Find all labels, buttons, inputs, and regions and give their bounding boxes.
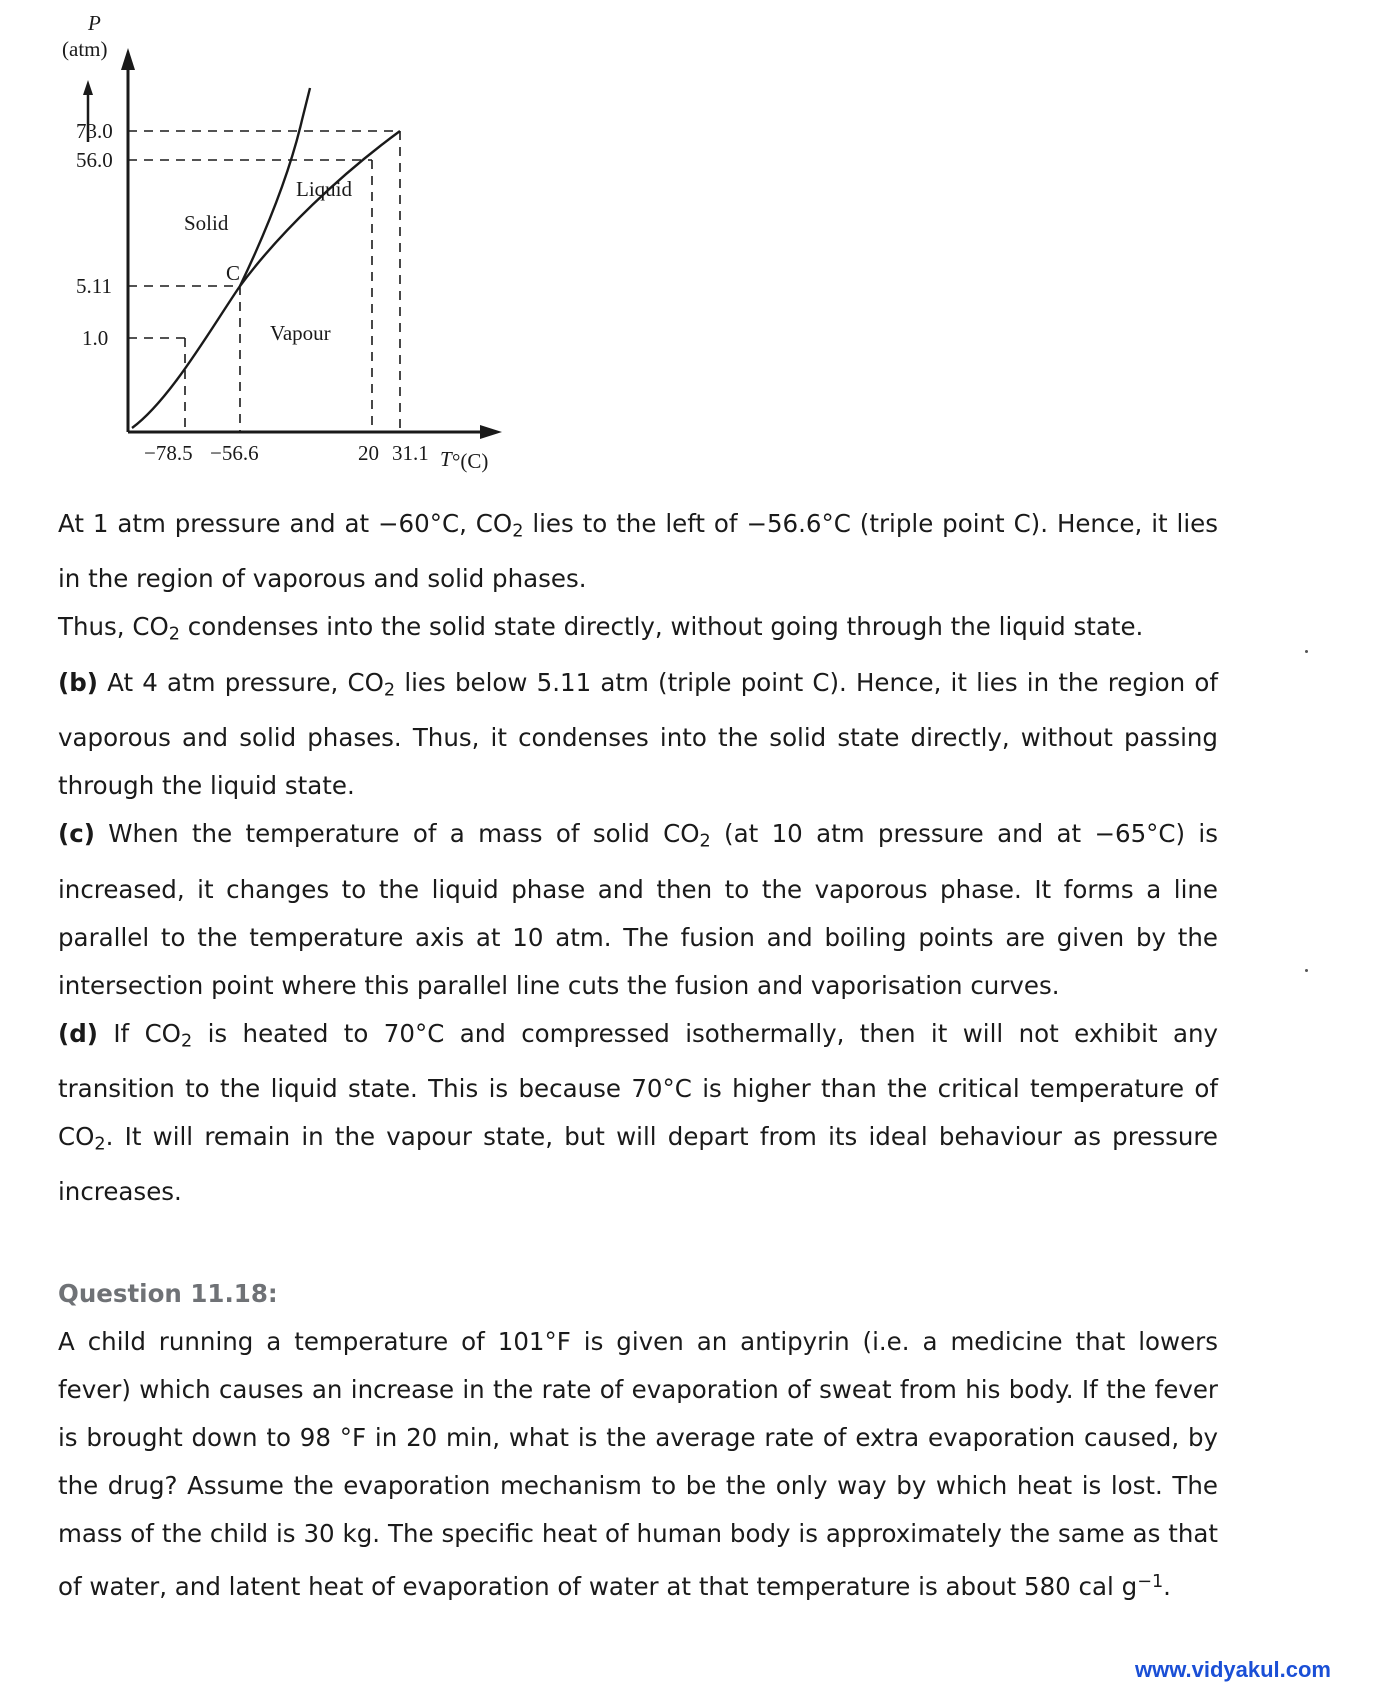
y-tick-10: 1.0	[82, 326, 109, 350]
triple-point-label-c: C	[226, 261, 241, 285]
axis-unit-celsius: °(C)	[452, 449, 489, 473]
x-tick-311: 31.1	[392, 441, 429, 465]
paragraph-b: (b) At 4 atm pressure, $CO_2$ lies below 5.11 atm (triple point C). Hence, it lies in the region of vaporous and solid phases. Thus, it condenses into the solid state directly, without passing through the liquid state.	[58, 667, 1219, 801]
document-body	[58, 500, 1218, 1611]
region-label-solid: Solid	[184, 211, 229, 235]
figure-container	[0, 0, 1375, 500]
paragraph-d: (d) If $CO_2$ is heated to 70°C and compressed isothermally, then it will not exhibit any transition to the liquid state. This is because 70°C is higher than the critical temperature of $CO_2$. It will remain in the vapour state, but will depart from its ideal behaviour as pressure increases.	[58, 1018, 1218, 1207]
paragraph-c: (c) When the temperature of a mass of solid $CO_2$ (at 10 atm pressure and at −65°C) is increased, it changes to the liquid phase and then to the vaporous phase. It forms a line parallel to the temperature axis at 10 atm. The fusion and boiling points are given by the intersection point where this parallel line cuts the fusion and vaporisation curves.	[58, 819, 1218, 1000]
x-tick-minus785: −78.5	[144, 441, 193, 465]
question-body: A child running a temperature of 101°F is given an antipyrin (i.e. a medicine that lowers fever) which causes an increase in the rate of evaporation of sweat from his body. If the fever is brought down to 98 °F in 20 min, what is the average rate of extra evaporation caused, by the drug? Assume the evaporation mechanism to be the only way by which heat is lost. The mass of the child is 30 kg. The specific heat of human body is approximately the same as that of water, and latent heat of evaporation of water at that temperature is about 580 cal $g^{-1}$.	[58, 1327, 1218, 1602]
region-label-vapour: Vapour	[270, 321, 331, 345]
co2-phase-diagram-svg	[40, 0, 560, 490]
region-label-liquid: Liquid	[296, 177, 352, 201]
label-b: (b)	[58, 667, 98, 697]
x-tick-minus566: −56.6	[210, 441, 259, 465]
footer-website-link[interactable]: www.vidyakul.com	[1134, 1657, 1331, 1682]
scan-artifact-dot-1	[1305, 650, 1308, 653]
y-tick-511: 5.11	[76, 274, 112, 298]
y-tick-56: 56.0	[76, 148, 113, 172]
axis-unit-atm: (atm)	[62, 37, 108, 61]
label-c: (c)	[58, 819, 95, 849]
x-tick-20: 20	[358, 441, 379, 465]
y-tick-73: 73.0	[76, 119, 113, 143]
question-heading: Question 11.18:	[58, 1279, 278, 1309]
axis-label-p: P	[88, 11, 101, 35]
paragraph-a2: Thus, $CO_2$ condenses into the solid state directly, without going through the liquid state.	[58, 612, 1144, 645]
axis-label-t: T	[440, 447, 452, 471]
label-d: (d)	[58, 1018, 98, 1048]
paragraph-a: At 1 atm pressure and at −60°C, $CO_2$ lies to the left of −56.6°C (triple point C). Hence, it lies in the region of vaporous and solid phases.	[58, 509, 1218, 594]
scan-artifact-dot-2	[1305, 969, 1308, 972]
